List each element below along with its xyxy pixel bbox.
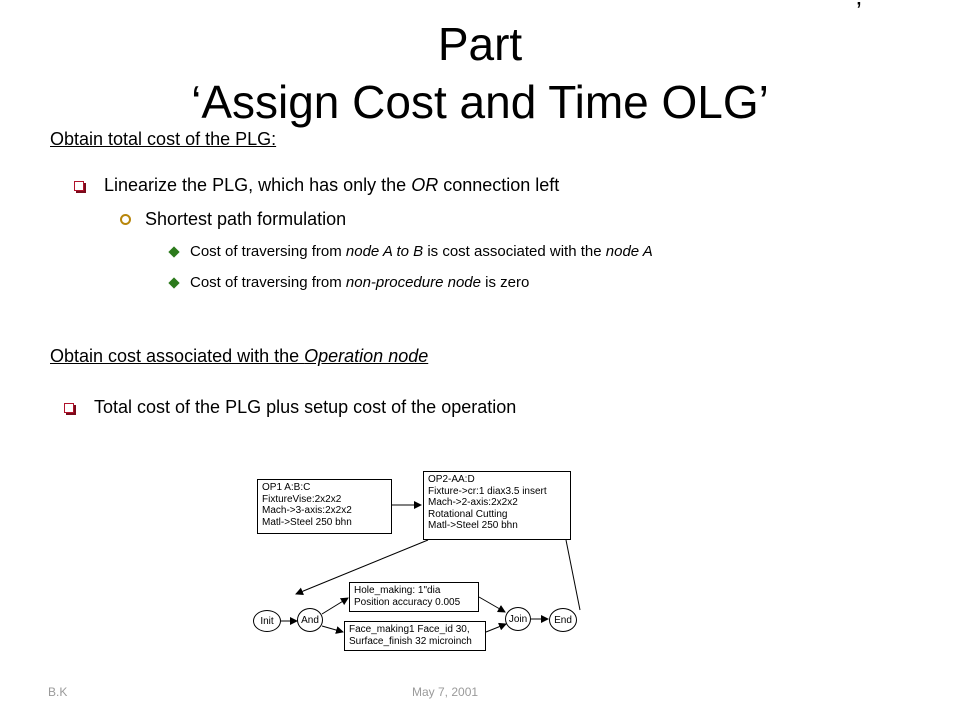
face-line: Surface_finish 32 microinch [349,635,472,647]
node-and: And [297,608,323,632]
title-corner-mark: ’ [856,0,862,26]
slide-title-line2: ‘Assign Cost and Time OLG’ [191,76,769,128]
op2-line: Rotational Cutting [428,508,508,520]
subsub-bullet-1-text: Cost of traversing from node A to B is cost associated with the node A [190,243,653,260]
face-making-box [344,621,486,651]
op1-line: Mach->3-axis:2x2x2 [262,505,352,516]
bullet-linearize-text: Linearize the PLG, which has only the OR connection left [104,175,560,195]
slide-title-line1: Part [437,18,523,70]
op2-line: Mach->2-axis:2x2x2 [428,497,518,508]
op2-line: Matl->Steel 250 bhn [428,520,518,531]
section2-heading: Obtain cost associated with the Operation node [50,346,429,366]
hole-line: Hole_making: 1"dia [354,585,441,596]
op1-line: FixtureVise:2x2x2 [262,493,342,505]
subsub-bullet-2-text: Cost of traversing from non-procedure node is zero [190,274,530,291]
face-line: Face_making1 Face_id 30, [349,624,470,635]
op2-line: Fixture->cr:1 diax3.5 insert [428,485,547,497]
line-op2-to-end [566,540,580,610]
footer-date: May 7, 2001 [412,685,479,699]
arrow-and-to-hole [322,598,348,614]
node-join: Join [505,607,531,631]
node-end: End [549,608,577,632]
bullet-total-cost-text: Total cost of the PLG plus setup cost of the operation [94,397,517,417]
op1-box [257,479,392,534]
arrow-and-to-face [322,626,343,632]
op2-line: OP2-AA:D [428,474,475,485]
node-init: Init [253,610,281,632]
hole-line: Position accuracy 0.005 [354,596,461,608]
section1-heading: Obtain total cost of the PLG: [50,129,277,149]
footer-author: B.K [48,685,68,699]
sub-bullet-text: Shortest path formulation [145,209,347,229]
op1-line: Matl->Steel 250 bhn [262,516,352,528]
arrow-face-to-join [486,624,506,632]
hole-making-box [349,582,479,612]
op2-box [423,471,571,540]
op1-line: OP1 A:B:C [262,482,311,493]
arrow-hole-to-join [479,597,505,612]
